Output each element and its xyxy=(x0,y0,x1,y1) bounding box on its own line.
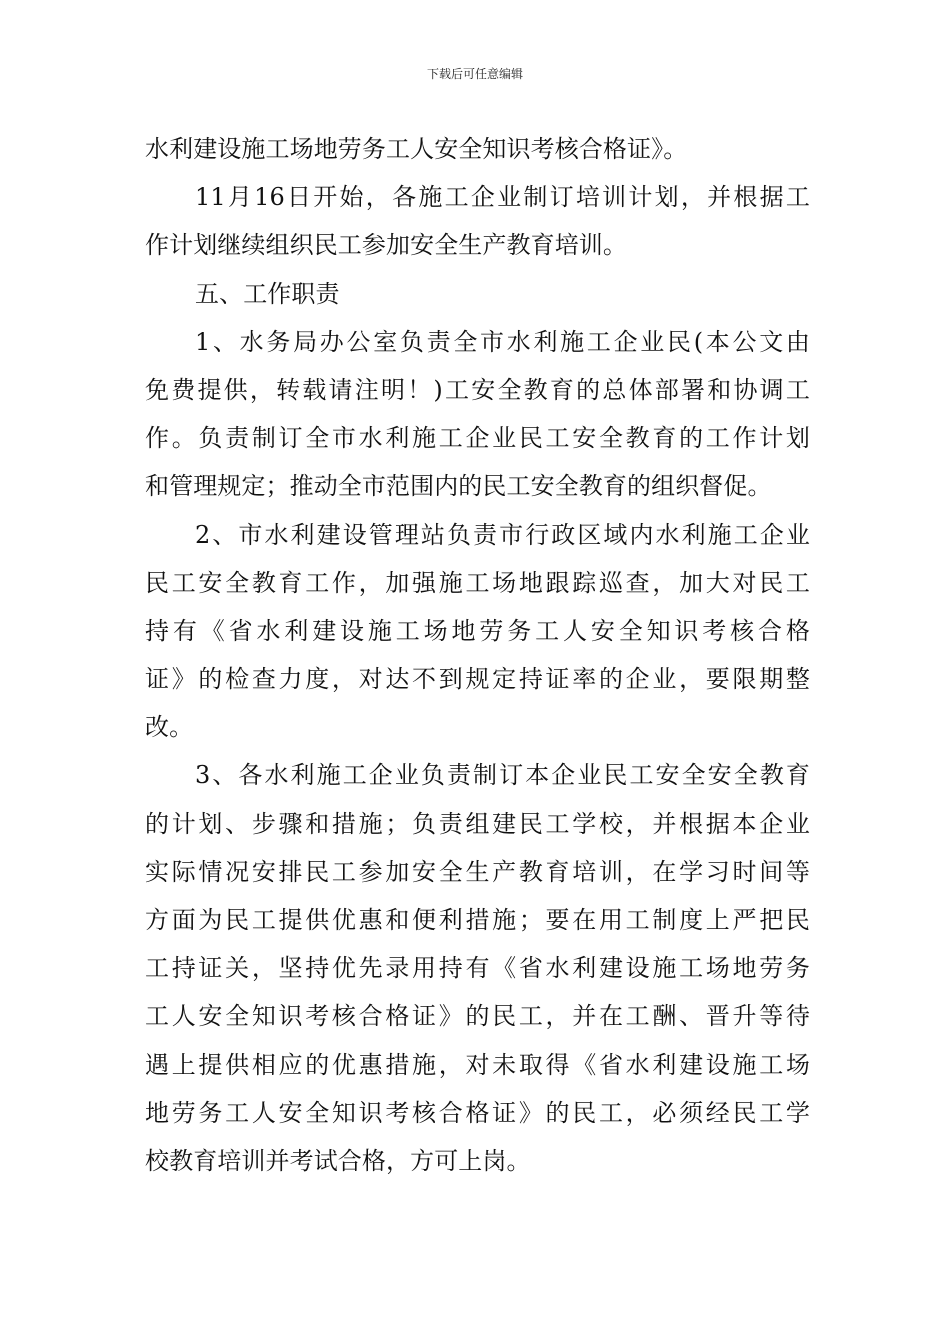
text-line: 改。 xyxy=(145,713,194,742)
text-line: 11月16日开始，各施工企业制订培训计划，并根据工 xyxy=(195,183,810,212)
text-line: 和管理规定；推动全市范围内的民工安全教育的组织督促。 xyxy=(145,472,772,501)
text-line: 1、水务局办公室负责全市水利施工企业民(本公文由 xyxy=(195,327,810,356)
text-line: 证》的检查力度，对达不到规定持证率的企业，要限期整 xyxy=(145,665,810,694)
text-line: 作。负责制订全市水利施工企业民工安全教育的工作计划 xyxy=(145,424,810,453)
header-note: 下载后可任意编辑 xyxy=(426,67,523,81)
text-line: 遇上提供相应的优惠措施，对未取得《省水利建设施工场 xyxy=(145,1050,810,1079)
text-line: 持有《省水利建设施工场地劳务工人安全知识考核合格 xyxy=(145,616,810,645)
text-line: 作计划继续组织民工参加安全生产教育培训。 xyxy=(145,231,627,260)
text-line: 民工安全教育工作，加强施工场地跟踪巡查，加大对民工 xyxy=(145,568,810,597)
text-line: 实际情况安排民工参加安全生产教育培训，在学习时间等 xyxy=(145,857,810,886)
text-line: 工人安全知识考核合格证》的民工，并在工酬、晋升等待 xyxy=(145,1002,810,1031)
text-line: 校教育培训并考试合格，方可上岗。 xyxy=(145,1146,531,1175)
text-line: 3、各水利施工企业负责制订本企业民工安全安全教育 xyxy=(195,761,810,790)
text-line: 水利建设施工场地劳务工人安全知识考核合格证》。 xyxy=(145,135,688,163)
text-line: 地劳务工人安全知识考核合格证》的民工，必须经民工学 xyxy=(145,1098,810,1127)
document-body xyxy=(145,125,810,1185)
section-heading: 五、工作职责 xyxy=(195,279,340,308)
text-line: 方面为民工提供优惠和便利措施；要在用工制度上严把民 xyxy=(145,906,810,934)
text-line: 免费提供，转载请注明！)工安全教育的总体部署和协调工 xyxy=(145,375,810,404)
text-line: 2、市水利建设管理站负责市行政区域内水利施工企业 xyxy=(195,520,810,549)
text-line: 工持证关，坚持优先录用持有《省水利建设施工场地劳务 xyxy=(145,954,810,983)
text-line: 的计划、步骤和措施；负责组建民工学校，并根据本企业 xyxy=(145,809,810,838)
